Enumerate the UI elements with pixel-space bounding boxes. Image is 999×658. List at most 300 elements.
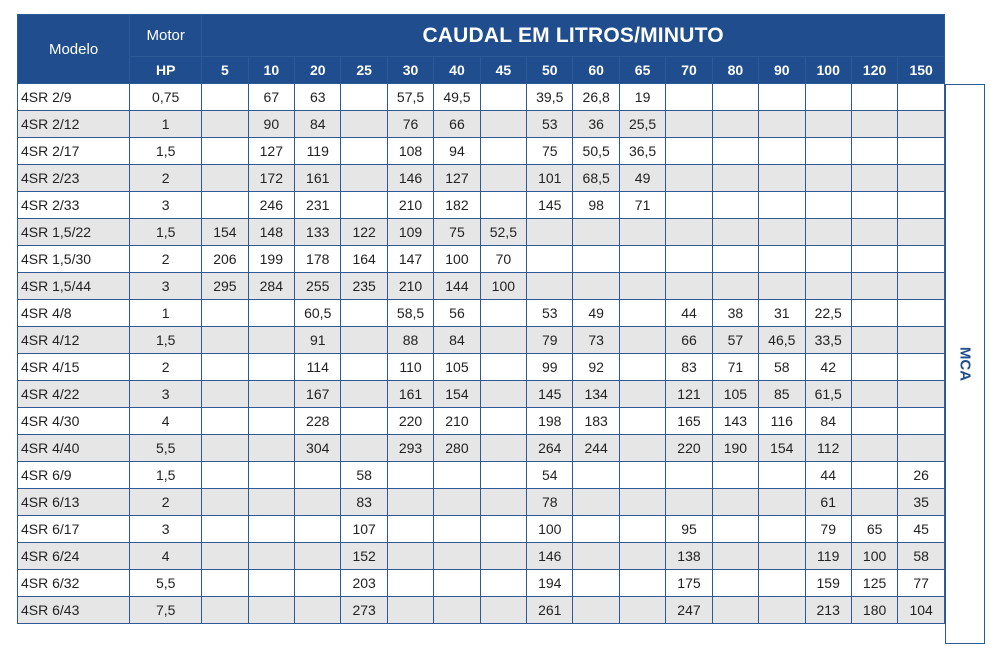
- head-value-cell: [248, 489, 294, 516]
- head-value-cell: 99: [527, 354, 573, 381]
- model-cell: 4SR 6/9: [18, 462, 130, 489]
- head-value-cell: [619, 246, 665, 273]
- table-row: [18, 192, 945, 219]
- head-value-cell: 98: [573, 192, 619, 219]
- head-value-cell: 172: [248, 165, 294, 192]
- head-value-cell: [805, 111, 851, 138]
- head-value-cell: 90: [248, 111, 294, 138]
- pump-performance-table: [17, 14, 945, 624]
- flow-header-25: 25: [341, 57, 387, 84]
- head-value-cell: [619, 435, 665, 462]
- head-value-cell: [851, 84, 897, 111]
- head-value-cell: 75: [434, 219, 480, 246]
- motor-column-header: Motor: [130, 15, 202, 57]
- head-value-cell: [341, 435, 387, 462]
- head-value-cell: 127: [434, 165, 480, 192]
- flow-header-40: 40: [434, 57, 480, 84]
- head-value-cell: 100: [851, 543, 897, 570]
- head-value-cell: 77: [898, 570, 945, 597]
- head-value-cell: [759, 597, 805, 624]
- head-value-cell: [898, 435, 945, 462]
- head-value-cell: [851, 246, 897, 273]
- head-value-cell: [480, 435, 526, 462]
- flow-header-150: 150: [898, 57, 945, 84]
- head-value-cell: [851, 354, 897, 381]
- head-value-cell: 244: [573, 435, 619, 462]
- head-value-cell: [805, 273, 851, 300]
- head-value-cell: 85: [759, 381, 805, 408]
- head-value-cell: [619, 570, 665, 597]
- head-value-cell: [434, 462, 480, 489]
- head-value-cell: 76: [387, 111, 433, 138]
- model-cell: 4SR 2/17: [18, 138, 130, 165]
- head-value-cell: [248, 516, 294, 543]
- head-value-cell: 161: [387, 381, 433, 408]
- head-value-cell: [851, 192, 897, 219]
- head-value-cell: 46,5: [759, 327, 805, 354]
- head-value-cell: [295, 489, 341, 516]
- head-value-cell: [480, 354, 526, 381]
- head-value-cell: [759, 138, 805, 165]
- head-value-cell: 84: [295, 111, 341, 138]
- hp-cell: 2: [130, 489, 202, 516]
- head-value-cell: 66: [434, 111, 480, 138]
- table-row: [18, 327, 945, 354]
- head-value-cell: [851, 138, 897, 165]
- head-value-cell: 58: [898, 543, 945, 570]
- head-value-cell: [341, 138, 387, 165]
- head-value-cell: [666, 138, 712, 165]
- head-value-cell: 83: [666, 354, 712, 381]
- head-value-cell: [851, 111, 897, 138]
- head-value-cell: [851, 165, 897, 192]
- head-value-cell: [666, 165, 712, 192]
- head-value-cell: [666, 111, 712, 138]
- head-value-cell: 284: [248, 273, 294, 300]
- head-value-cell: [202, 516, 248, 543]
- head-value-cell: [898, 165, 945, 192]
- head-value-cell: [202, 435, 248, 462]
- head-value-cell: 231: [295, 192, 341, 219]
- head-value-cell: 91: [295, 327, 341, 354]
- head-value-cell: [619, 489, 665, 516]
- head-value-cell: [898, 246, 945, 273]
- head-value-cell: 101: [527, 165, 573, 192]
- head-value-cell: [387, 597, 433, 624]
- head-value-cell: [898, 354, 945, 381]
- flow-header-50: 50: [527, 57, 573, 84]
- head-value-cell: [759, 219, 805, 246]
- head-value-cell: [248, 597, 294, 624]
- table-row: [18, 570, 945, 597]
- head-value-cell: [619, 354, 665, 381]
- hp-cell: 7,5: [130, 597, 202, 624]
- head-value-cell: [434, 570, 480, 597]
- head-value-cell: [619, 327, 665, 354]
- head-value-cell: 36,5: [619, 138, 665, 165]
- head-value-cell: [805, 246, 851, 273]
- head-value-cell: [898, 192, 945, 219]
- head-value-cell: [712, 192, 758, 219]
- head-value-cell: [248, 462, 294, 489]
- head-value-cell: 78: [527, 489, 573, 516]
- head-value-cell: 57,5: [387, 84, 433, 111]
- flow-header-20: 20: [295, 57, 341, 84]
- flow-header-80: 80: [712, 57, 758, 84]
- head-value-cell: [573, 597, 619, 624]
- head-value-cell: 66: [666, 327, 712, 354]
- head-value-cell: 53: [527, 300, 573, 327]
- head-value-cell: [805, 219, 851, 246]
- head-value-cell: [202, 192, 248, 219]
- flow-header-100: 100: [805, 57, 851, 84]
- head-value-cell: 54: [527, 462, 573, 489]
- head-value-cell: [573, 273, 619, 300]
- head-value-cell: [851, 273, 897, 300]
- head-value-cell: [387, 489, 433, 516]
- head-value-cell: 167: [295, 381, 341, 408]
- head-value-cell: [666, 84, 712, 111]
- head-value-cell: 44: [666, 300, 712, 327]
- head-value-cell: 73: [573, 327, 619, 354]
- head-value-cell: 107: [341, 516, 387, 543]
- head-value-cell: [480, 111, 526, 138]
- table-row: [18, 435, 945, 462]
- head-value-cell: [805, 192, 851, 219]
- head-value-cell: [759, 570, 805, 597]
- head-value-cell: 71: [619, 192, 665, 219]
- head-value-cell: 190: [712, 435, 758, 462]
- head-value-cell: [619, 543, 665, 570]
- head-value-cell: 45: [898, 516, 945, 543]
- table-row: [18, 408, 945, 435]
- head-value-cell: [619, 597, 665, 624]
- head-value-cell: [248, 327, 294, 354]
- head-value-cell: 105: [434, 354, 480, 381]
- head-value-cell: 220: [387, 408, 433, 435]
- head-value-cell: [202, 489, 248, 516]
- head-value-cell: [341, 381, 387, 408]
- head-value-cell: [619, 219, 665, 246]
- head-value-cell: [898, 138, 945, 165]
- head-value-cell: 154: [202, 219, 248, 246]
- head-value-cell: [619, 300, 665, 327]
- hp-cell: 3: [130, 516, 202, 543]
- head-value-cell: [480, 570, 526, 597]
- head-value-cell: 154: [434, 381, 480, 408]
- head-value-cell: [805, 138, 851, 165]
- head-value-cell: 26,8: [573, 84, 619, 111]
- head-value-cell: [387, 543, 433, 570]
- model-cell: 4SR 2/33: [18, 192, 130, 219]
- head-value-cell: [573, 489, 619, 516]
- head-value-cell: [480, 192, 526, 219]
- table-row: [18, 111, 945, 138]
- head-value-cell: [712, 219, 758, 246]
- table-row: [18, 138, 945, 165]
- head-value-cell: 94: [434, 138, 480, 165]
- head-value-cell: [759, 165, 805, 192]
- model-cell: 4SR 6/13: [18, 489, 130, 516]
- head-value-cell: [202, 543, 248, 570]
- head-value-cell: 79: [527, 327, 573, 354]
- table-body: [18, 84, 945, 624]
- head-value-cell: [202, 570, 248, 597]
- head-value-cell: [759, 462, 805, 489]
- head-value-cell: [341, 300, 387, 327]
- head-value-cell: 228: [295, 408, 341, 435]
- head-value-cell: [295, 516, 341, 543]
- head-value-cell: 247: [666, 597, 712, 624]
- head-value-cell: [712, 273, 758, 300]
- head-value-cell: [759, 84, 805, 111]
- head-value-cell: 143: [712, 408, 758, 435]
- head-value-cell: [387, 570, 433, 597]
- head-value-cell: [712, 165, 758, 192]
- head-value-cell: 133: [295, 219, 341, 246]
- flow-header-120: 120: [851, 57, 897, 84]
- head-value-cell: 42: [805, 354, 851, 381]
- model-cell: 4SR 4/15: [18, 354, 130, 381]
- head-value-cell: 122: [341, 219, 387, 246]
- head-value-cell: 25,5: [619, 111, 665, 138]
- head-value-cell: [434, 516, 480, 543]
- head-value-cell: [712, 246, 758, 273]
- head-value-cell: 264: [527, 435, 573, 462]
- head-value-cell: [248, 570, 294, 597]
- head-value-cell: [666, 192, 712, 219]
- hp-cell: 3: [130, 273, 202, 300]
- head-value-cell: 119: [295, 138, 341, 165]
- head-value-cell: [898, 219, 945, 246]
- head-value-cell: [619, 408, 665, 435]
- hp-cell: 0,75: [130, 84, 202, 111]
- head-value-cell: 39,5: [527, 84, 573, 111]
- head-value-cell: 83: [341, 489, 387, 516]
- performance-table-container: [17, 14, 945, 624]
- head-value-cell: 105: [712, 381, 758, 408]
- head-value-cell: 261: [527, 597, 573, 624]
- head-value-cell: [666, 219, 712, 246]
- table-row: [18, 246, 945, 273]
- head-value-cell: 198: [527, 408, 573, 435]
- hp-cell: 5,5: [130, 435, 202, 462]
- hp-cell: 2: [130, 165, 202, 192]
- flow-rate-title: CAUDAL EM LITROS/MINUTO: [202, 15, 945, 57]
- flow-header-30: 30: [387, 57, 433, 84]
- head-value-cell: 304: [295, 435, 341, 462]
- head-value-cell: [851, 300, 897, 327]
- head-value-cell: [712, 489, 758, 516]
- head-value-cell: 36: [573, 111, 619, 138]
- hp-cell: 1: [130, 111, 202, 138]
- head-value-cell: [898, 327, 945, 354]
- head-value-cell: 144: [434, 273, 480, 300]
- head-value-cell: [341, 354, 387, 381]
- head-value-cell: [759, 273, 805, 300]
- head-value-cell: [480, 327, 526, 354]
- head-value-cell: [202, 381, 248, 408]
- hp-column-header: HP: [130, 57, 202, 84]
- head-value-cell: 280: [434, 435, 480, 462]
- flow-header-60: 60: [573, 57, 619, 84]
- head-value-cell: 213: [805, 597, 851, 624]
- head-value-cell: 38: [712, 300, 758, 327]
- head-value-cell: [480, 381, 526, 408]
- head-value-cell: [527, 219, 573, 246]
- head-value-cell: 159: [805, 570, 851, 597]
- head-value-cell: [434, 543, 480, 570]
- head-value-cell: 165: [666, 408, 712, 435]
- head-value-cell: 206: [202, 246, 248, 273]
- head-value-cell: 178: [295, 246, 341, 273]
- hp-cell: 3: [130, 381, 202, 408]
- head-value-cell: 110: [387, 354, 433, 381]
- head-value-cell: [248, 543, 294, 570]
- head-value-cell: 49: [573, 300, 619, 327]
- head-value-cell: 194: [527, 570, 573, 597]
- head-value-cell: [341, 408, 387, 435]
- flow-header-90: 90: [759, 57, 805, 84]
- head-value-cell: [759, 111, 805, 138]
- table-row: [18, 597, 945, 624]
- hp-cell: 2: [130, 246, 202, 273]
- head-value-cell: [202, 327, 248, 354]
- head-value-cell: 295: [202, 273, 248, 300]
- head-value-cell: [434, 597, 480, 624]
- hp-cell: 3: [130, 192, 202, 219]
- head-value-cell: 104: [898, 597, 945, 624]
- head-value-cell: [202, 165, 248, 192]
- head-value-cell: [295, 570, 341, 597]
- model-cell: 4SR 4/22: [18, 381, 130, 408]
- model-cell: 4SR 1,5/44: [18, 273, 130, 300]
- model-cell: 4SR 1,5/22: [18, 219, 130, 246]
- head-value-cell: 112: [805, 435, 851, 462]
- head-value-cell: 148: [248, 219, 294, 246]
- head-value-cell: 220: [666, 435, 712, 462]
- head-value-cell: [248, 435, 294, 462]
- hp-cell: 4: [130, 408, 202, 435]
- head-value-cell: 161: [295, 165, 341, 192]
- head-value-cell: [295, 597, 341, 624]
- head-value-cell: [248, 354, 294, 381]
- table-header: [18, 15, 945, 84]
- head-value-cell: 44: [805, 462, 851, 489]
- hp-cell: 4: [130, 543, 202, 570]
- head-value-cell: [295, 543, 341, 570]
- head-value-cell: [202, 300, 248, 327]
- head-value-cell: [573, 219, 619, 246]
- flow-header-10: 10: [248, 57, 294, 84]
- table-row: [18, 516, 945, 543]
- mca-side-label-box: [945, 84, 985, 644]
- table-row: [18, 462, 945, 489]
- head-value-cell: 60,5: [295, 300, 341, 327]
- hp-cell: 1,5: [130, 462, 202, 489]
- head-value-cell: 67: [248, 84, 294, 111]
- head-value-cell: [619, 381, 665, 408]
- head-value-cell: [712, 570, 758, 597]
- head-value-cell: [573, 516, 619, 543]
- head-value-cell: 164: [341, 246, 387, 273]
- head-value-cell: 183: [573, 408, 619, 435]
- hp-cell: 1,5: [130, 327, 202, 354]
- head-value-cell: 58,5: [387, 300, 433, 327]
- head-value-cell: [619, 462, 665, 489]
- table-row: [18, 489, 945, 516]
- head-value-cell: 68,5: [573, 165, 619, 192]
- model-cell: 4SR 4/12: [18, 327, 130, 354]
- hp-cell: 1: [130, 300, 202, 327]
- head-value-cell: [712, 516, 758, 543]
- head-value-cell: 53: [527, 111, 573, 138]
- head-value-cell: [851, 219, 897, 246]
- table-row: [18, 300, 945, 327]
- head-value-cell: [712, 138, 758, 165]
- mca-label: MCA: [956, 346, 974, 382]
- model-cell: 4SR 4/30: [18, 408, 130, 435]
- flow-header-65: 65: [619, 57, 665, 84]
- head-value-cell: [480, 138, 526, 165]
- head-value-cell: [851, 489, 897, 516]
- head-value-cell: [898, 111, 945, 138]
- head-value-cell: [341, 111, 387, 138]
- head-value-cell: 175: [666, 570, 712, 597]
- head-value-cell: 88: [387, 327, 433, 354]
- head-value-cell: [898, 84, 945, 111]
- head-value-cell: 56: [434, 300, 480, 327]
- model-cell: 4SR 2/12: [18, 111, 130, 138]
- head-value-cell: 22,5: [805, 300, 851, 327]
- head-value-cell: 26: [898, 462, 945, 489]
- model-cell: 4SR 2/9: [18, 84, 130, 111]
- head-value-cell: [573, 543, 619, 570]
- hp-cell: 1,5: [130, 219, 202, 246]
- head-value-cell: 95: [666, 516, 712, 543]
- head-value-cell: 147: [387, 246, 433, 273]
- head-value-cell: 146: [387, 165, 433, 192]
- head-value-cell: 246: [248, 192, 294, 219]
- head-value-cell: 61: [805, 489, 851, 516]
- head-value-cell: 100: [480, 273, 526, 300]
- head-value-cell: 50,5: [573, 138, 619, 165]
- head-value-cell: 57: [712, 327, 758, 354]
- head-value-cell: 127: [248, 138, 294, 165]
- head-value-cell: [898, 408, 945, 435]
- head-value-cell: [202, 354, 248, 381]
- model-cell: 4SR 6/43: [18, 597, 130, 624]
- hp-cell: 5,5: [130, 570, 202, 597]
- head-value-cell: 125: [851, 570, 897, 597]
- table-row: [18, 543, 945, 570]
- flow-header-45: 45: [480, 57, 526, 84]
- head-value-cell: [898, 381, 945, 408]
- head-value-cell: [480, 462, 526, 489]
- model-cell: 4SR 1,5/30: [18, 246, 130, 273]
- head-value-cell: [805, 165, 851, 192]
- head-value-cell: 180: [851, 597, 897, 624]
- head-value-cell: 152: [341, 543, 387, 570]
- head-value-cell: 33,5: [805, 327, 851, 354]
- head-value-cell: 49: [619, 165, 665, 192]
- head-value-cell: [898, 273, 945, 300]
- head-value-cell: 79: [805, 516, 851, 543]
- head-value-cell: [573, 462, 619, 489]
- head-value-cell: [202, 462, 248, 489]
- head-value-cell: [295, 462, 341, 489]
- head-value-cell: [666, 489, 712, 516]
